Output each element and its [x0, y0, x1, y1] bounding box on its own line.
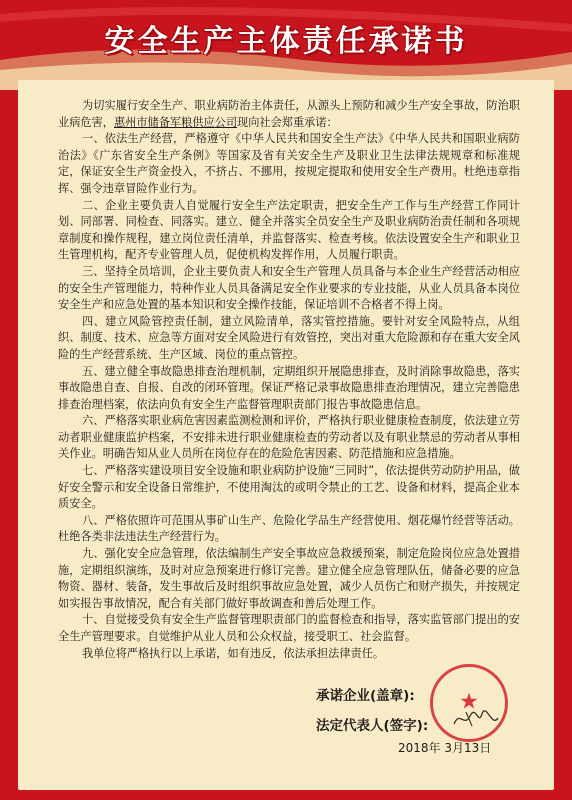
closing-statement: 我单位将严格执行以上承诺，如有违反，依法承担法律责任。: [82, 646, 385, 660]
clause-2: 二、企业主要负责人自觉履行安全生产法定职责，把安全生产工作与生产经营工作同计划、同部署、同检查、同落实。建立、健全并落实全员安全生产及职业病防治责任制和各项规章制度和操作规程，建立岗位责任清单，并监督落实、检查考核。依法设置安全生产和职业卫生管理机构，配齐专业管理人员，促使机构发挥作用，人员履行职责。: [58, 198, 520, 262]
signing-date: 2018年 3月13日: [398, 741, 492, 755]
clause-8: 八、严格依照许可范围从事矿山生产、危险化学品生产经营使用、烟花爆竹经营等活动。杜绝各类非法违法生产经营行为。: [58, 513, 520, 544]
clause-9: 九、强化安全应急管理，依法编制生产安全事故应急救援预案，制定危险岗位应急处置措施，定期组织演练，及时对应急预案进行修订完善。建立健全应急管理队伍，储备必要的应急物资、器材、装备，发生事故后及时组织事故应急处置，减少人员伤亡和财产损失，并按规定如实报告事故情况，配合有关部门做好事故调查和善后处理工作。: [58, 547, 520, 610]
intro-paragraph: [58, 98, 520, 131]
commitment-body: [58, 98, 520, 662]
clause-4: 四、建立风险管控责任制，建立风险清单，落实管控措施。要针对安全风险特点，从组织、制度、技术、应急等方面对安全风险进行有效管控，突出对重大危险源和存在重大安全风险的生产经营系统、生产区域、岗位的重点管控。: [58, 314, 520, 361]
legal-rep-signature-label: 法定代表人(签字):: [316, 718, 429, 734]
company-seal-label: 承诺企业(盖章):: [316, 688, 415, 704]
clause-5: 五、建立健全事故隐患排查治理机制，定期组织开展隐患排查，及时消除事故隐患，落实事故隐患自查、自报、自改的闭环管理。保证严格记录事故隐患排查治理情况，建立完善隐患排查治理档案，依法向负有安全生产监督管理职责部门报告事故隐患信息。: [58, 364, 520, 411]
intro-before: 为切实履行安全生产、职业病防治主体责任，从源头上预防和减少生产安全事故，防治职业病危害，: [58, 99, 520, 129]
company-name: 惠州市储备军粮供应公司: [113, 115, 238, 129]
clause-1: 一、依法生产经营，严格遵守《中华人民共和国安全生产法》《中华人民共和国职业病防治法》《广东省安全生产条例》等国家及省有关安全生产及职业卫生法律法规规章和标准规定，保证安全生产资金投入，不挤占、不挪用，按规定提取和使用安全生产费用。杜绝违章指挥、强令违章冒险作业行为。: [58, 132, 520, 195]
intro-after: 现向社会郑重承诺：: [237, 115, 338, 129]
star-icon: ★: [459, 689, 479, 715]
clause-7: 七、严格落实建设项目安全设施和职业病防护设施“三同时”，依法提供劳动防护用品，做好安全警示和安全设备日常维护，不使用淘汰的或明令禁止的工艺、设备和材料，提高企业本质安全。: [58, 464, 520, 511]
clause-3: 三、坚持全员培训，企业主要负责人和安全生产管理人员具备与本企业生产经营活动相应的安全生产管理能力，特种作业人员具备满足安全作业要求的专业技能，从业人员具备本岗位安全生产和应急处置的基本知识和安全操作技能，保证培训不合格者不得上岗。: [58, 264, 520, 312]
page-title: 安全生产主体责任承诺书: [104, 24, 468, 59]
clause-6: 六、严格落实职业病危害因素监测检测和评价，严格执行职业健康检查制度，依法建立劳动者职业健康监护档案，不安排未进行职业健康检查的劳动者以及有职业禁忌的劳动者从事相关作业。明确告知从业人员所在岗位存在的危险危害因素、防范措施和应急措施。: [58, 414, 520, 461]
clause-10: 十、自觉接受负有安全生产监督管理职责部门的监督检查和指导，落实监管部门提出的安全生产管理要求。自觉维护从业人员和公众权益，接受职工、社会监督。: [58, 613, 520, 643]
signature-scribble: [452, 706, 500, 732]
